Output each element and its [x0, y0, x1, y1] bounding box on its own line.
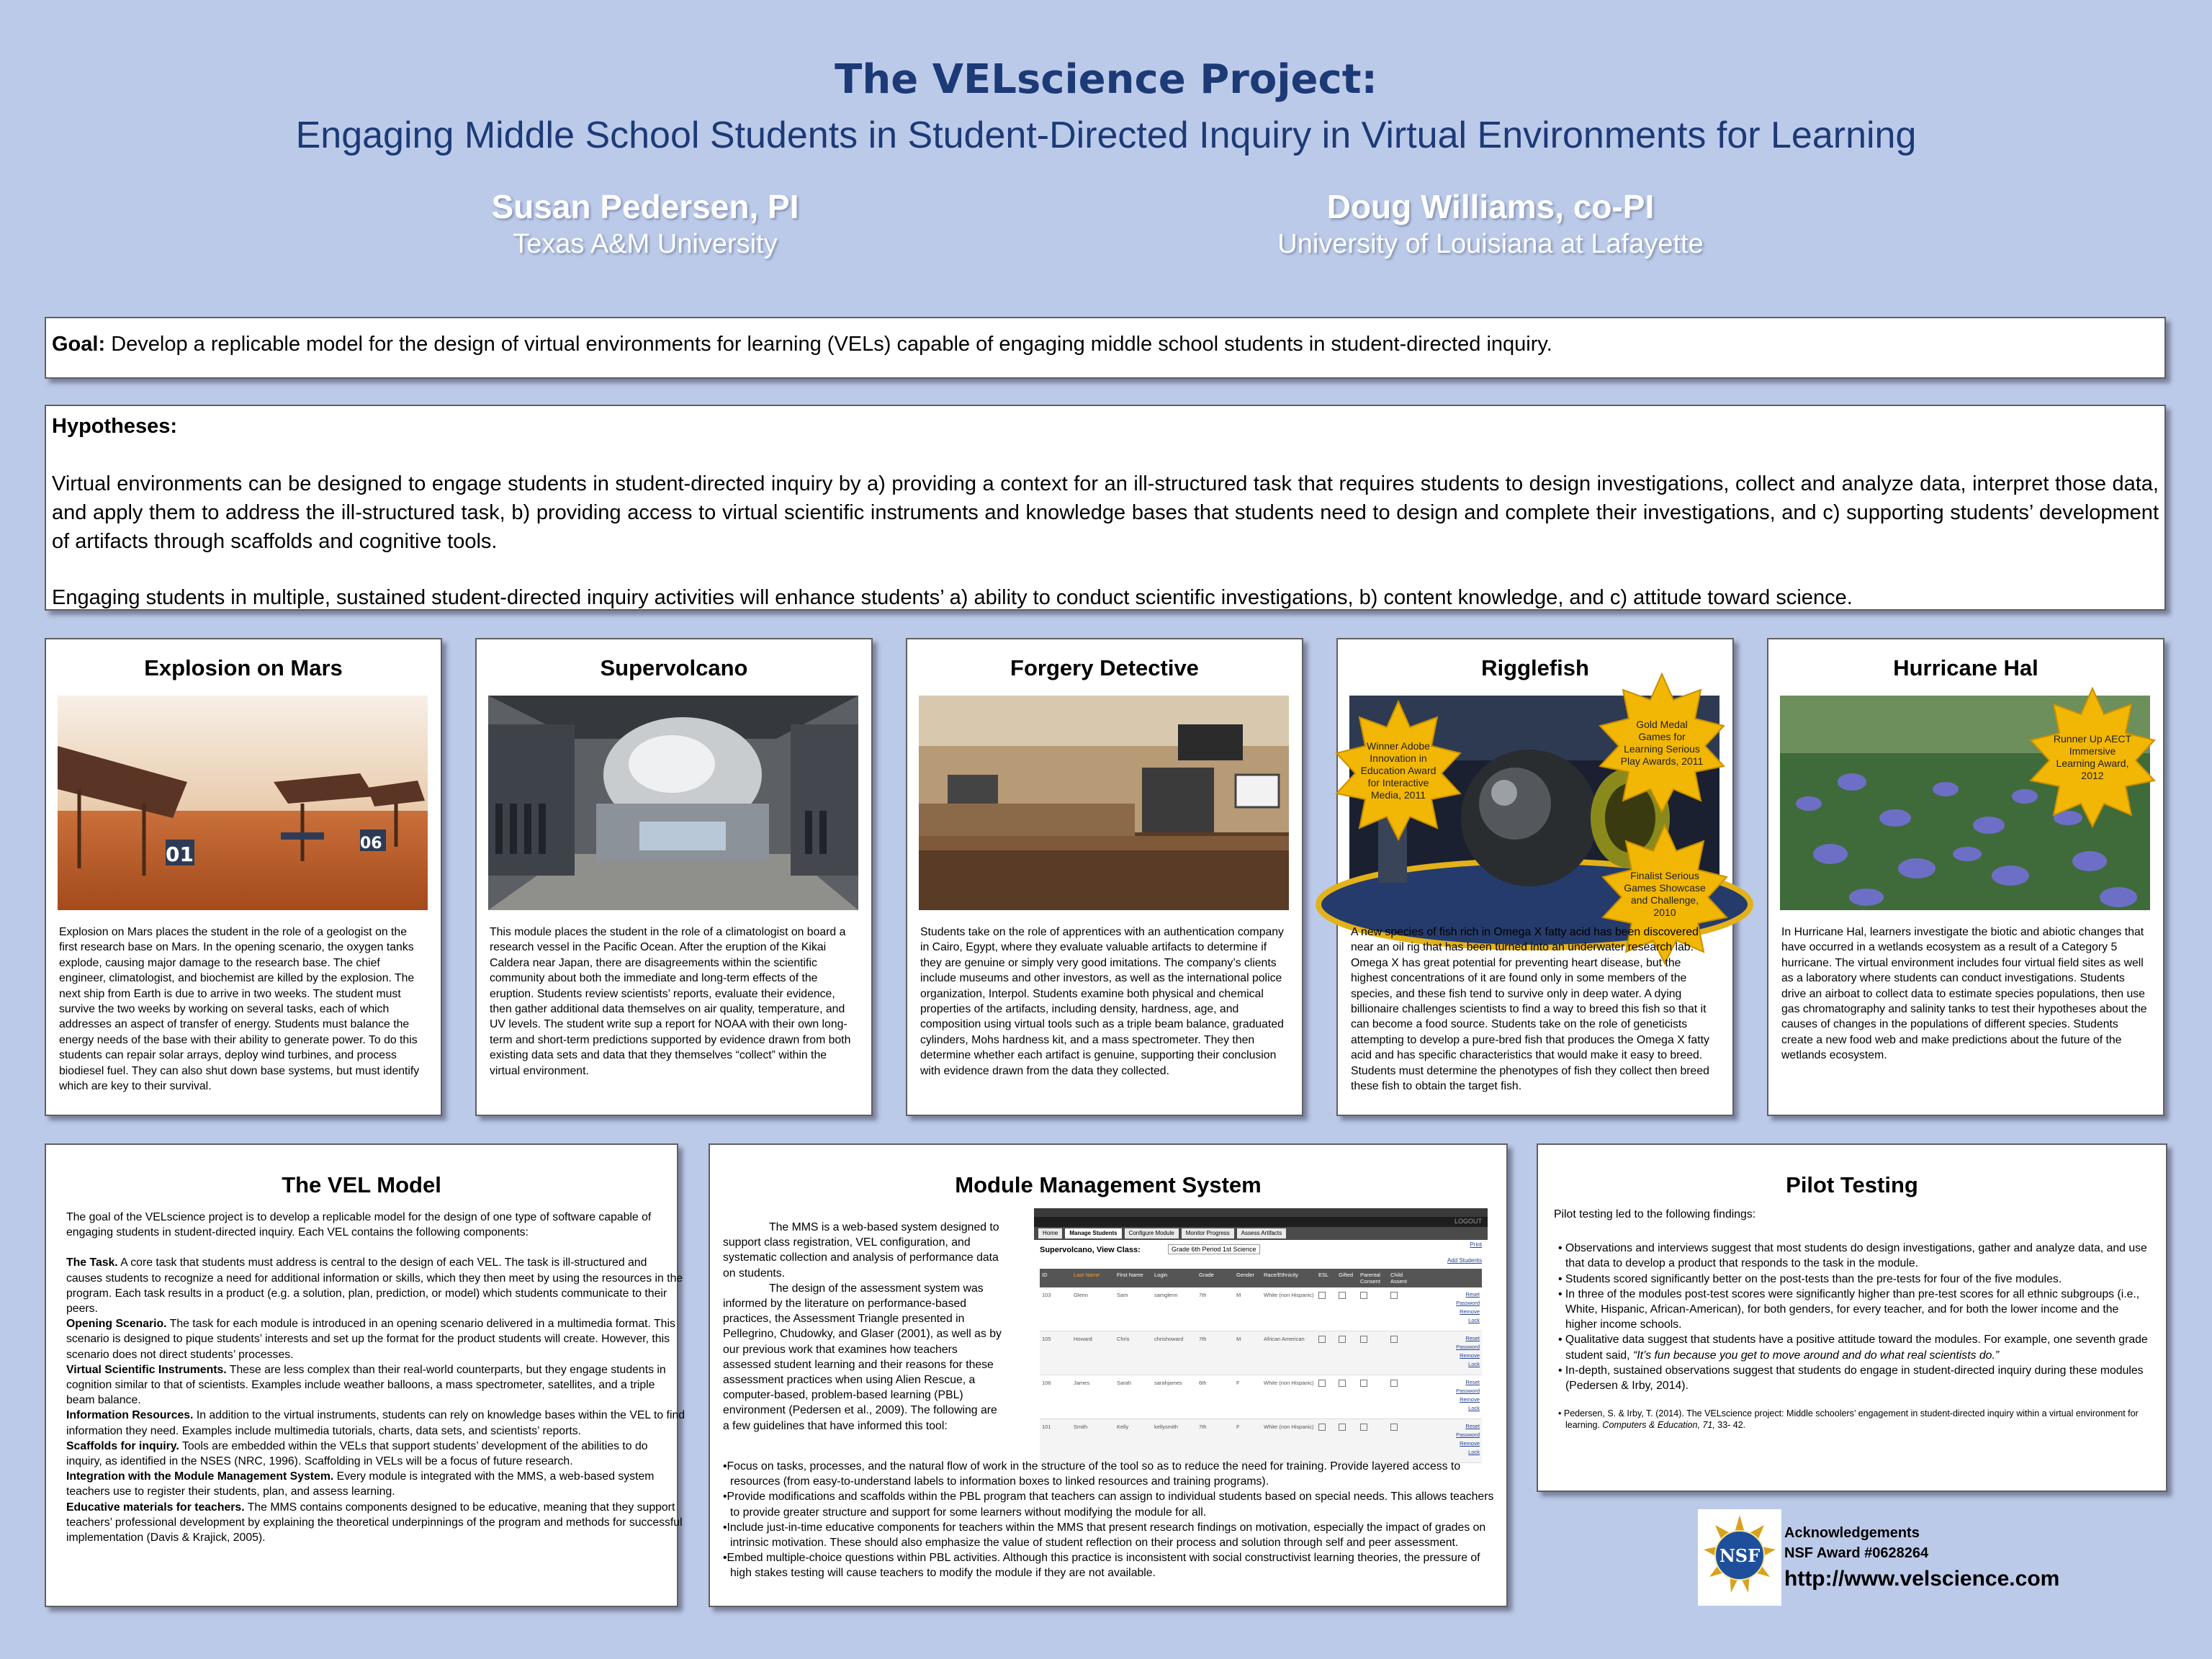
table-cell: James: [1074, 1380, 1090, 1386]
vel-component-text: Tools are embedded within the VELs that support students’ development of the abilities to do inquiry, as identified in the NSES (NRC, 1996). Scaffolding in VELs will be a focus of future research.: [66, 1439, 648, 1468]
tab-configure-module[interactable]: Configure Module: [1125, 1228, 1179, 1238]
mars-scene-image: [58, 696, 428, 910]
row-action-link[interactable]: Reset: [1465, 1379, 1480, 1385]
goal-text: Develop a replicable model for the design of virtual environments for learning (VELs) capable of engaging middle school students in student-directed inquiry.: [111, 333, 1552, 356]
mms-bullet-text: Embed multiple-choice questions within PBL activities. Although this practice is inconsistent with social constructivist learning theories, the pressure of high stakes testing will cause teachers to modify the module if they are not available.: [727, 1552, 1480, 1580]
row-action-link[interactable]: Remove: [1460, 1440, 1480, 1447]
panel-title: Pilot Testing: [1786, 1172, 1918, 1197]
col-header: Race/Ethnicity: [1264, 1272, 1298, 1278]
table-cell: F: [1236, 1380, 1240, 1386]
vel-component: [66, 1439, 685, 1469]
mms-table-row: [1040, 1419, 1482, 1463]
panel-title: The VEL Model: [282, 1172, 441, 1197]
award-badge-text: Runner Up AECT Immersive Learning Award, 2012: [2053, 733, 2132, 781]
table-cell: M: [1236, 1292, 1241, 1298]
pilot-bullet-text: Qualitative data suggest that students have a positive attitude toward the modules. For example, one seventh grade student said,: [1565, 1334, 2148, 1362]
row-action-link[interactable]: Password: [1456, 1344, 1480, 1350]
table-cell: White (non Hispanic): [1264, 1424, 1314, 1430]
pilot-bullet: • In-depth, sustained observations suggest that students do engage in student-directed inquiry during these modules (Pedersen & Irby, 2014).: [1558, 1364, 2144, 1393]
row-action-link[interactable]: Reset: [1465, 1291, 1480, 1298]
module-title: Explosion on Mars: [144, 655, 343, 680]
col-header: First Name: [1117, 1272, 1143, 1278]
table-cell: Chris: [1117, 1336, 1130, 1342]
reference-text: Pedersen, S. & Irby, T. (2014). The VELscience project: Middle schoolers’ engagement in student-directed inquiry within a virtual environment for learning.: [1563, 1408, 2139, 1431]
table-checkbox[interactable]: [1318, 1292, 1326, 1299]
vel-component-text: The task for each module is introduced in an opening scenario delivered in a multimedia format. This scenario is designed to pique students’ interests and set up the format for the product students will create. However, this scenario does not direct students’ processes.: [66, 1318, 675, 1361]
module-card-rigglefish: [1336, 638, 1734, 1116]
row-action-link[interactable]: Remove: [1460, 1396, 1480, 1403]
vel-component-text: The MMS contains components designed to be educative, meaning that they support teachers’ professional development by explaining the theoretical underpinnings of the program and methods for successful implementation (Davis & Krajick, 2005).: [66, 1501, 683, 1545]
table-checkbox[interactable]: [1339, 1380, 1346, 1387]
panel-title: Module Management System: [955, 1172, 1262, 1197]
hypothesis-1: Virtual environments can be designed to engage students in student-directed inquiry by a) providing a context for an ill-structured task that requires students to design investigations, collect and analyze data, interpret those data, and apply them to address the ill-structured task, b) providing access to virtual scientific instruments and knowledge bases that students need to design and complete their investigations, and c) supporting students’ development of artifacts through scaffolds and cognitive tools.: [52, 472, 2159, 553]
tab-home[interactable]: Home: [1038, 1228, 1062, 1238]
table-checkbox[interactable]: [1318, 1380, 1326, 1387]
table-checkbox[interactable]: [1360, 1292, 1367, 1299]
nsf-logo-text: NSF: [1719, 1545, 1761, 1566]
author-affiliation-2: University of Louisiana at Lafayette: [1277, 229, 1704, 259]
vel-component-text: These are less complex than their real-world counterparts, but they engage students in cognition similar to that of scientists. Examples include weather balloons, a mass spectrometer, satellites, and a triple beam balance.: [66, 1363, 666, 1407]
mms-table-row: [1040, 1331, 1482, 1375]
row-action-link[interactable]: Password: [1456, 1300, 1480, 1306]
tab-manage-students[interactable]: Manage Students: [1065, 1228, 1121, 1238]
row-action-link[interactable]: Reset: [1465, 1423, 1480, 1429]
col-header: Gifted: [1339, 1272, 1354, 1278]
print-link[interactable]: Print: [1470, 1241, 1482, 1248]
vel-component-text: A core task that students must address is central to the design of each VEL. The task is ill-structured and causes students to recognize a need for additional information or skills, which they then meet by using the resources in the program. Each task results in a product (e.g. a solution, plan, prediction, or model) which students communicate to their peers.: [66, 1256, 683, 1316]
pilot-bullet: • Qualitative data suggest that students have a positive attitude toward the modules. For example, one seventh grade student said, “It’s fun because you get to move around and do what real scientists do.”: [1558, 1334, 2148, 1362]
author-affiliation-1: Texas A&M University: [513, 229, 778, 259]
vel-component-term: Integration with the Module Management System.: [66, 1470, 334, 1483]
ack-label: Acknowledgements: [1784, 1525, 1920, 1541]
table-checkbox[interactable]: [1339, 1336, 1346, 1343]
table-checkbox[interactable]: [1390, 1380, 1398, 1387]
col-header: [1417, 1269, 1482, 1287]
mms-bullet: •Focus on tasks, processes, and the natural flow of work in the structure of the tool so as to reduce the need for training. Provide layered access to resources (from easy-to-understand labels to information boxes to linked resources and training programs).: [723, 1460, 1461, 1488]
class-select[interactable]: Grade 6th Period 1st Science: [1168, 1244, 1260, 1254]
table-cell: 105: [1042, 1336, 1051, 1342]
module-title: Rigglefish: [1481, 655, 1589, 680]
table-cell: White (non Hispanic): [1264, 1380, 1314, 1386]
hypothesis-2: Engaging students in multiple, sustained student-directed inquiry activities will enhance students’ a) ability to conduct scientific investigations, b) content knowledge, and c) attitude toward science.: [52, 586, 1853, 609]
table-cell: samglenn: [1154, 1292, 1178, 1298]
row-action-link[interactable]: Reset: [1465, 1335, 1480, 1341]
mms-table-body: [1040, 1287, 1482, 1463]
mms-table-row: [1040, 1287, 1482, 1331]
award-badge: [2020, 685, 2164, 830]
module-description: Explosion on Mars places the student in the role of a geologist on the first research base on Mars. In the opening scenario, the oxygen tanks explode, causing major damage to the research base. The chief engineer, climatologist, and biochemist are killed by the explosion. The next ship from Earth is due to arrive in two weeks. The student must survive the two weeks by working on several tasks, each of which addresses an aspect of transfer of energy. Students must balance the energy needs of the base with their ability to generate power. To do this students can repair solar arrays, deploy wind turbines, and process biodiesel fuel. They can also shut down base systems, but must identify which are key to their survival.: [59, 926, 420, 1093]
project-url[interactable]: http://www.velscience.com: [1784, 1567, 2060, 1591]
reference-journal: Computers & Education, 71,: [1599, 1420, 1715, 1431]
tab-monitor-progress[interactable]: Monitor Progress: [1182, 1228, 1234, 1238]
table-cell: 7th: [1199, 1424, 1207, 1430]
col-header: Gender: [1236, 1272, 1255, 1278]
table-cell: F: [1236, 1424, 1240, 1430]
col-header: ESL: [1318, 1272, 1329, 1278]
vel-component-term: Information Resources.: [66, 1409, 194, 1422]
table-checkbox[interactable]: [1390, 1424, 1398, 1431]
mms-paragraph-1: The MMS is a web-based system designed to support class registration, VEL configuration, and systematic collection and analysis of performance data on students.: [723, 1221, 999, 1280]
pilot-testing-panel: [1537, 1143, 2167, 1492]
vel-model-panel: [45, 1143, 685, 1607]
row-action-link[interactable]: Password: [1456, 1388, 1480, 1394]
nsf-award-number: NSF Award #0628264: [1784, 1545, 1929, 1561]
module-description: Students take on the role of apprentices with an authentication company in Cairo, Egypt, where they evaluate valuable artifacts to determine if they are genuine or simply very good imitations. The company’s clients include museums and other investors, as well as the international police organization, Interpol. Students examine both physical and chemical properties of the artifacts, including density, hardness, age, and composition using virtual tools such as a triple beam balance, graduated cylinders, Mohs hardness kit, and a mass spectrometer. They then determine whether each artifact is genuine, supporting their conclusion with evidence drawn from the data they collected.: [920, 926, 1284, 1077]
pilot-bullet-text: Observations and interviews suggest that most students do design investigations, gather and analyze data, and use that data to develop a product that responds to the task in the module.: [1565, 1242, 2147, 1270]
row-actions: [1417, 1419, 1482, 1462]
mms-bullet-text: Provide modifications and scaffolds within the PBL program that teachers can assign to individual students based on special needs. This allows teachers to provide greater structure and support for some learners without modifying the module for all.: [727, 1491, 1494, 1519]
award-badge-text: Winner Adobe Innovation in Education Award for Interactive Media, 2011: [1360, 739, 1437, 801]
pilot-bullet-text: Students scored significantly better on the post-tests than the pre-tests for four of the five modules.: [1565, 1272, 2062, 1285]
vel-component-term: Scaffolds for inquiry.: [66, 1439, 179, 1452]
mms-table-row: [1040, 1375, 1482, 1419]
table-checkbox[interactable]: [1318, 1336, 1326, 1343]
table-cell: kellysmith: [1154, 1424, 1178, 1430]
table-checkbox[interactable]: [1360, 1336, 1367, 1343]
vel-component-text: In addition to the virtual instruments, students can rely on knowledge bases within the VEL to find information they need. Examples include multimedia tutorials, charts, data sets, and scientists’ reports.: [66, 1409, 685, 1437]
table-cell: Kelly: [1117, 1424, 1129, 1430]
table-cell: 7th: [1199, 1336, 1207, 1342]
row-action-link[interactable]: Lock: [1468, 1317, 1480, 1323]
award-badge-text: Finalist Serious Games Showcase and Challenge, 2010: [1624, 870, 1706, 918]
row-actions: [1417, 1375, 1482, 1419]
mms-bullet-text: Include just-in-time educative components for teachers within the MMS that present research findings on motivation, especially the impact of grades on intrinsic motivation. These should also emphasize the value of student reflection on their process and solution through self and peer assessment.: [727, 1521, 1486, 1550]
module-description: In Hurricane Hal, learners investigate the biotic and abiotic changes that have occurred in a wetlands ecosystem as a result of a Category 5 hurricane. The virtual environment includes four virtual field sites as well as a laboratory where students can conduct investigations. Students drive an airboat to collect data to estimate species populations, then use gas chromatography and salinity tanks to test their hypotheses about the causes of changes in the populations of different species. Students create a new food web and make predictions about the future of the wetlands ecosystem.: [1781, 926, 2147, 1062]
hypotheses-box: [45, 405, 2166, 611]
table-checkbox[interactable]: [1318, 1424, 1326, 1431]
vel-component: [66, 1500, 685, 1546]
mms-bullet-text: Focus on tasks, processes, and the natural flow of work in the structure of the tool so as to reduce the need for training. Provide layered access to resources (from easy-to-understand labels to information boxes to linked resources and training programs).: [727, 1460, 1461, 1488]
row-action-link[interactable]: Remove: [1460, 1352, 1480, 1359]
table-cell: M: [1236, 1336, 1241, 1342]
col-header[interactable]: Last Name: [1074, 1272, 1100, 1278]
pilot-bullet-text: In three of the modules post-test scores were significantly higher than pre-test scores for all ethnic subgroups (i.e., White, Hispanic, African-American), for both genders, for every teacher, and for both the lower income and the higher income schools.: [1565, 1287, 2140, 1331]
nsf-logo: [1698, 1509, 1781, 1606]
logout-link[interactable]: LOGOUT: [1454, 1218, 1482, 1225]
hypotheses-heading: Hypotheses:: [52, 415, 178, 438]
mms-panel: [709, 1143, 1508, 1607]
pilot-bullet: • In three of the modules post-test scores were significantly higher than pre-test scores for all ethnic subgroups (i.e., White, Hispanic, African-American), for both genders, for every teacher, and for both the lower income and the higher income schools.: [1558, 1287, 2140, 1331]
vel-component: [66, 1316, 685, 1362]
award-badge: [1590, 671, 1734, 815]
supervolcano-ship-image: [488, 696, 858, 910]
table-checkbox[interactable]: [1360, 1380, 1367, 1387]
svg-text:06: 06: [360, 835, 382, 853]
goal-box: [45, 317, 2166, 379]
table-cell: 101: [1042, 1424, 1051, 1430]
table-cell: African American: [1264, 1336, 1305, 1342]
student-quote: “It’s fun because you get to move around and do what real scientists do.”: [1629, 1349, 2000, 1362]
row-action-link[interactable]: Remove: [1460, 1308, 1480, 1315]
mms-bullet: •Embed multiple-choice questions within PBL activities. Although this practice is inconsistent with social constructivist learning theories, the pressure of high stakes testing will cause teachers to modify the module if they are not available.: [723, 1552, 1480, 1580]
svg-text:01: 01: [166, 842, 194, 866]
mms-bullet: •Provide modifications and scaffolds within the PBL program that teachers can assign to individual students based on special needs. This allows teachers to provide greater structure and support for some learners without modifying the module for all.: [723, 1491, 1494, 1519]
reference: • Pedersen, S. & Irby, T. (2014). The VELscience project: Middle schoolers’ engagement in student-directed inquiry within a virtual environment for learning. Computers & Education, 71, 33- 42.: [1558, 1408, 2139, 1431]
table-cell: 6th: [1199, 1380, 1207, 1386]
pilot-intro: Pilot testing led to the following findings:: [1554, 1208, 1756, 1220]
mms-bullet: •Include just-in-time educative components for teachers within the MMS that present research findings on motivation, especially the impact of grades on intrinsic motivation. These should also emphasize the value of student reflection on their process and solution through self and peer assessment.: [723, 1521, 1486, 1550]
module-description: This module places the student in the role of a climatologist on board a research vessel in the Pacific Ocean. After the eruption of the Kikai Caldera near Japan, there are disagreements within the scientific community about both the immediate and long-term effects of the eruption. Students review scientists’ reports, evaluate their evidence, then gather additional data themselves on air quality, temperature, and UV levels. The student write sup a report for NOAA with their own long-term and short-term predictions supported by evidence drawn from both existing data sets and data that they themselves “collect” within the virtual environment.: [490, 926, 851, 1077]
vel-component: [66, 1469, 685, 1499]
row-actions: [1417, 1287, 1482, 1331]
module-card-hurricane: [1767, 638, 2164, 1116]
col-header: Child Assent: [1390, 1272, 1407, 1285]
table-cell: Sarah: [1117, 1380, 1132, 1386]
table-checkbox[interactable]: [1339, 1424, 1346, 1431]
table-checkbox[interactable]: [1360, 1424, 1367, 1431]
table-cell: sarahjames: [1154, 1380, 1182, 1386]
add-students-link[interactable]: Add Students: [1447, 1257, 1482, 1264]
table-cell: Glenn: [1074, 1292, 1089, 1298]
vel-component: [66, 1255, 685, 1316]
table-cell: White (non Hispanic): [1264, 1292, 1314, 1298]
award-badge-text: Gold Medal Games for Learning Serious Play Awards, 2011: [1620, 719, 1704, 767]
vel-component: [66, 1408, 685, 1438]
vel-component: [66, 1362, 685, 1408]
col-header: Login: [1154, 1272, 1168, 1278]
vel-component-text: Every module is integrated with the MMS, a web-based system teachers use to register their students, plan, and assess learning.: [66, 1470, 655, 1498]
col-header: Parental Consent: [1360, 1272, 1380, 1285]
author-name-1: Susan Pedersen, PI: [491, 188, 799, 225]
acknowledgements: [1698, 1509, 2188, 1610]
module-title: Hurricane Hal: [1893, 655, 2038, 680]
table-cell: 103: [1042, 1292, 1051, 1298]
row-action-link[interactable]: Lock: [1468, 1405, 1480, 1411]
module-title: Supervolcano: [600, 655, 748, 680]
goal-label: Goal:: [52, 333, 106, 356]
table-cell: chrishoward: [1154, 1336, 1184, 1342]
table-cell: Howard: [1074, 1336, 1092, 1342]
vel-intro: The goal of the VELscience project is to develop a replicable model for the design of one type of software capable of engaging students in student-directed inquiry. Each VEL contains the following components:: [66, 1211, 652, 1239]
col-header: ID: [1042, 1272, 1048, 1278]
table-checkbox[interactable]: [1339, 1292, 1346, 1299]
poster-title: The VELscience Project:: [835, 56, 1377, 103]
vel-component-term: Virtual Scientific Instruments.: [66, 1363, 227, 1376]
table-cell: Sam: [1117, 1292, 1128, 1298]
table-cell: 7th: [1199, 1292, 1207, 1298]
poster-subtitle: Engaging Middle School Students in Student-Directed Inquiry in Virtual Environments for Learning: [295, 114, 1917, 156]
pilot-bullet: • Observations and interviews suggest that most students do design investigations, gather and analyze data, and use that data to develop a product that responds to the task in the module.: [1558, 1242, 2147, 1270]
row-action-link[interactable]: Lock: [1468, 1361, 1480, 1367]
vel-component-term: Opening Scenario.: [66, 1318, 167, 1331]
module-title: Forgery Detective: [1010, 655, 1199, 680]
mms-screenshot: [1034, 1208, 1488, 1455]
module-card-supervolcano: [475, 638, 873, 1116]
vel-component-term: The Task.: [66, 1256, 118, 1269]
pilot-bullet-text: In-depth, sustained observations suggest that students do engage in student-directed inquiry during these modules (Pedersen & Irby, 2014).: [1565, 1364, 2144, 1393]
author-name-2: Doug Williams, co-PI: [1326, 188, 1655, 225]
row-actions: [1417, 1331, 1482, 1375]
pilot-bullet: • Students scored significantly better on the post-tests than the pre-tests for four of the five modules.: [1558, 1272, 2062, 1285]
tab-assess-artifacts[interactable]: Assess Artifacts: [1237, 1228, 1286, 1238]
vel-component-term: Educative materials for teachers.: [66, 1501, 245, 1514]
row-action-link[interactable]: Password: [1456, 1431, 1480, 1438]
award-badge: [1326, 698, 1470, 842]
forgery-lab-image: [919, 696, 1289, 910]
table-cell: Smith: [1074, 1424, 1088, 1430]
col-header: Grade: [1199, 1272, 1214, 1278]
view-class-label: Supervolcano, View Class:: [1040, 1246, 1141, 1254]
mms-paragraph-2: The design of the assessment system was informed by the literature on performance-based practices, the Assessment Triangle presented in Pellegrino, Chudowky, and Glaser (2001), as well as by our previous work that examines how teachers assessed student learning and their reasons for these assessment practices when using Alien Rescue, a computer-based, problem-based learning (PBL) environment (Pedersen et al., 2009). The following are a few guidelines that have informed this tool:: [723, 1282, 1002, 1432]
table-cell: 106: [1042, 1380, 1051, 1386]
row-action-link[interactable]: Lock: [1468, 1449, 1480, 1455]
table-checkbox[interactable]: [1390, 1292, 1398, 1299]
module-description: A new species of fish rich in Omega X fatty acid has been discovered near an oil rig that has been turned into an underwater research lab. Omega X has great potential for preventing heart disease, but the highest concentrations of it are found only in some members of the species, and these fish tend to survive only in deep water. A dying billionaire challenges scientists to find a way to breed this fish so that it can become a food source. Students take on the role of geneticists attempting to develop a pure-bred fish that produces the Omega X fatty acid and has specific characteristics that would make it easy to breed. Students must determine the phenotypes of fish they collect then breed these fish to obtain the target fish.: [1351, 926, 1709, 1093]
module-card-mars: [45, 638, 442, 1116]
reference-pages: 33- 42.: [1714, 1420, 1746, 1431]
table-checkbox[interactable]: [1390, 1336, 1398, 1343]
mms-table-header: [1040, 1269, 1482, 1287]
module-card-forgery: [906, 638, 1303, 1116]
